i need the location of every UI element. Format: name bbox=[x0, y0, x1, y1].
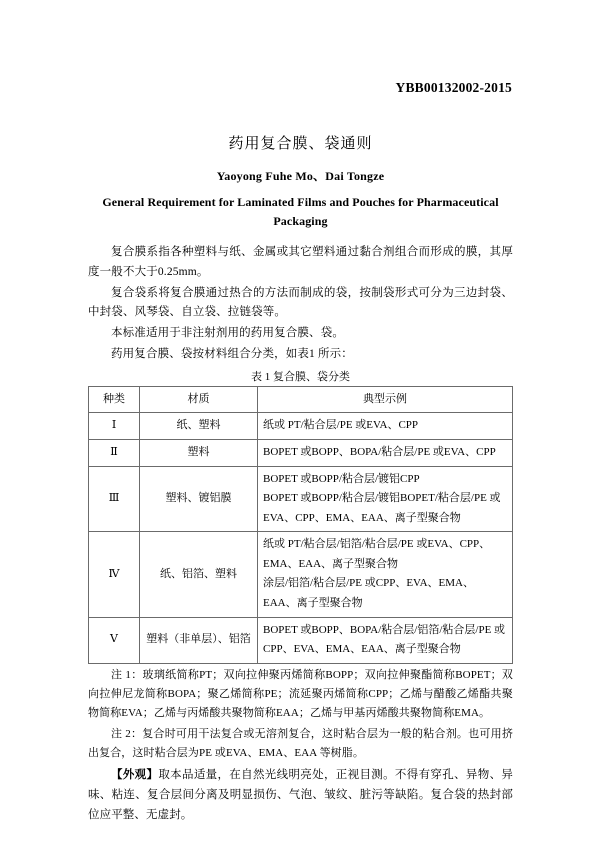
classification-table bbox=[88, 386, 513, 664]
row-material: 纸、铝箔、塑料 bbox=[140, 532, 258, 617]
table-caption: 表 1 复合膜、袋分类 bbox=[251, 370, 350, 383]
table-header-row bbox=[89, 386, 513, 413]
table-row bbox=[89, 617, 513, 663]
table-note-1: 注 1：玻璃纸简称PT；双向拉伸聚丙烯简称BOPP；双向拉伸聚酯简称BOPET；双向拉伸尼龙简称BOPA；聚乙烯简称PE；流延聚丙烯简称CPP；乙烯与醋酸乙烯酯共聚物简称EVA；乙烯与丙烯酸共聚物简称EAA；乙烯与甲基丙烯酸共聚物简称EMA。 bbox=[88, 668, 513, 719]
table-note-2: 注 2：复合时可用干法复合或无溶剂复合，这时粘合层为一般的粘合剂。也可用挤出复合，这时粘合层为PE 或EVA、EMA、EAA 等树脂。 bbox=[88, 728, 513, 760]
example-line: 纸或 PT/粘合层/铝箔/粘合层/PE 或EVA、CPP、EMA、EAA、离子型聚合物 bbox=[263, 538, 491, 570]
row-examples bbox=[258, 413, 513, 440]
appearance-section bbox=[88, 765, 513, 825]
appearance-label: 【外观】 bbox=[111, 769, 159, 782]
table-row bbox=[89, 466, 513, 532]
row-examples bbox=[258, 532, 513, 617]
row-kind: Ⅴ bbox=[89, 617, 140, 663]
row-material: 纸、塑料 bbox=[140, 413, 258, 440]
row-kind: Ⅲ bbox=[89, 466, 140, 532]
paragraph-definition-film: 复合膜系指各种塑料与纸、金属或其它塑料通过黏合剂组合而形成的膜，其厚度一般不大于0.25mm。 bbox=[88, 246, 513, 278]
table-header-examples: 典型示例 bbox=[258, 386, 513, 413]
example-line: BOPET 或BOPP、BOPA/粘合层/PE 或EVA、CPP bbox=[263, 445, 496, 458]
row-kind: Ⅰ bbox=[89, 413, 140, 440]
example-line: 涂层/铝箔/粘合层/PE 或CPP、EVA、EMA、EAA、离子型聚合物 bbox=[263, 577, 474, 609]
example-line: BOPET 或BOPP、BOPA/粘合层/铝箔/粘合层/PE 或CPP、EVA、EMA、EAA、离子型聚合物 bbox=[263, 623, 506, 656]
page-title-chinese: 药用复合膜、袋通则 bbox=[228, 136, 373, 152]
row-material: 塑料 bbox=[140, 439, 258, 466]
paragraph-definition-pouch: 复合袋系将复合膜通过热合的方法而制成的袋，按制袋形式可分为三边封袋、中封袋、风琴袋、自立袋、拉链袋等。 bbox=[88, 286, 513, 319]
example-line: BOPET 或BOPP/粘合层/镀铝BOPET/粘合层/PE 或EVA、CPP、EMA、EAA、离子型聚合物 bbox=[263, 492, 501, 524]
document-content bbox=[88, 132, 513, 825]
row-examples bbox=[258, 466, 513, 532]
row-material: 塑料（非单层）、铝箔 bbox=[140, 617, 258, 663]
example-line: 纸或 PT/粘合层/PE 或EVA、CPP bbox=[263, 419, 419, 432]
example-line: BOPET 或BOPP/粘合层/镀铝CPP bbox=[263, 472, 420, 485]
page-title-pinyin: Yaoyong Fuhe Mo、Dai Tongze bbox=[216, 169, 385, 183]
row-material: 塑料、镀铝膜 bbox=[140, 466, 258, 532]
row-kind: Ⅱ bbox=[89, 439, 140, 466]
paragraph-classification-intro: 药用复合膜、袋按材料组合分类，如表1 所示： bbox=[111, 348, 353, 361]
page-title-english: General Requirement for Laminated Films and Pouches for Pharmaceutical Packaging bbox=[102, 195, 499, 228]
table-header-material: 材质 bbox=[140, 386, 258, 413]
appearance-text: 取本品适量，在自然光线明亮处，正视目测。不得有穿孔、异物、异味、粘连、复合层间分离及明显损伤、气泡、皱纹、脏污等缺陷。复合袋的热封部位应平整、无虚封。 bbox=[88, 769, 513, 822]
row-examples bbox=[258, 617, 513, 663]
table-row bbox=[89, 532, 513, 617]
paragraph-scope: 本标准适用于非注射剂用的药用复合膜、袋。 bbox=[111, 327, 344, 340]
document-code: YBB00132002-2015 bbox=[395, 80, 512, 95]
table-row bbox=[89, 439, 513, 466]
row-kind: Ⅳ bbox=[89, 532, 140, 617]
row-examples bbox=[258, 439, 513, 466]
table-header-kind: 种类 bbox=[89, 386, 140, 413]
table-row bbox=[89, 413, 513, 440]
